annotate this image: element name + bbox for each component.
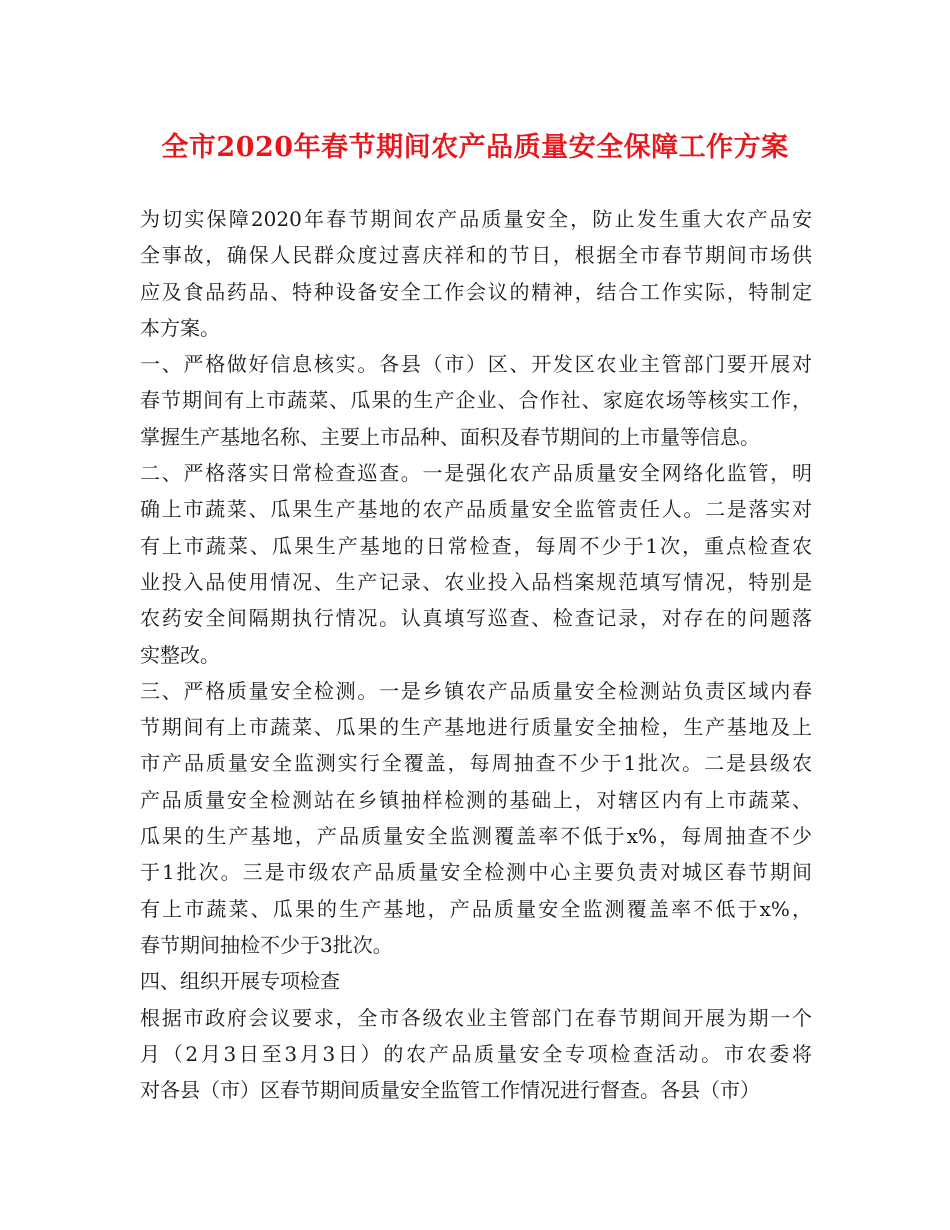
- body-line: 于1批次。三是市级农产品质量安全检测中心主要负责对城区春节期间: [140, 860, 812, 885]
- body-line: 月（2月3日至3月3日）的农产品质量安全专项检查活动。市农委将: [140, 1041, 812, 1066]
- body-line: 根据市政府会议要求，全市各级农业主管部门在春节期间开展为期一个: [140, 1005, 812, 1030]
- body-line: 一、严格做好信息核实。各县（市）区、开发区农业主管部门要开展对: [140, 352, 812, 377]
- body-line: 掌握生产基地名称、主要上市品种、面积及春节期间的上市量等信息。: [140, 424, 760, 449]
- body-line: 全事故，确保人民群众度过喜庆祥和的节日，根据全市春节期间市场供: [140, 243, 812, 268]
- body-line: 市产品质量安全监测实行全覆盖，每周抽查不少于1批次。二是县级农: [140, 751, 812, 776]
- document-body: [140, 201, 812, 1108]
- body-line: 农药安全间隔期执行情况。认真填写巡查、检查记录，对存在的问题落: [140, 606, 812, 631]
- body-line: 确上市蔬菜、瓜果生产基地的农产品质量安全监管责任人。二是落实对: [140, 497, 812, 522]
- body-line: 实整改。: [140, 642, 220, 667]
- body-line: 本方案。: [140, 315, 220, 340]
- body-line: 二、严格落实日常检查巡查。一是强化农产品质量安全网络化监管，明: [140, 461, 812, 486]
- body-line: 四、组织开展专项检查: [140, 969, 340, 994]
- body-line: 对各县（市）区春节期间质量安全监管工作情况进行督查。各县（市）: [140, 1078, 760, 1103]
- body-line: 春节期间有上市蔬菜、瓜果的生产企业、合作社、家庭农场等核实工作，: [140, 388, 812, 413]
- body-line: 三、严格质量安全检测。一是乡镇农产品质量安全检测站负责区域内春: [140, 678, 812, 703]
- body-line: 有上市蔬菜、瓜果生产基地的日常检查，每周不少于1次，重点检查农: [140, 533, 812, 558]
- body-line: 为切实保障2020年春节期间农产品质量安全，防止发生重大农产品安: [140, 207, 812, 231]
- body-line: 应及食品药品、特种设备安全工作会议的精神，结合工作实际，特制定: [140, 279, 812, 304]
- body-line: 节期间有上市蔬菜、瓜果的生产基地进行质量安全抽检，生产基地及上: [140, 715, 812, 740]
- body-line: 业投入品使用情况、生产记录、农业投入品档案规范填写情况，特别是: [140, 569, 812, 594]
- body-line: 瓜果的生产基地，产品质量安全监测覆盖率不低于x%，每周抽查不少: [140, 824, 812, 849]
- document-title: 全市2020年春节期间农产品质量安全保障工作方案: [161, 132, 789, 163]
- body-line: 产品质量安全检测站在乡镇抽样检测的基础上，对辖区内有上市蔬菜、: [140, 787, 812, 812]
- body-line: 春节期间抽检不少于3批次。: [140, 932, 393, 957]
- body-line: 有上市蔬菜、瓜果的生产基地，产品质量安全监测覆盖率不低于x%，: [140, 896, 812, 921]
